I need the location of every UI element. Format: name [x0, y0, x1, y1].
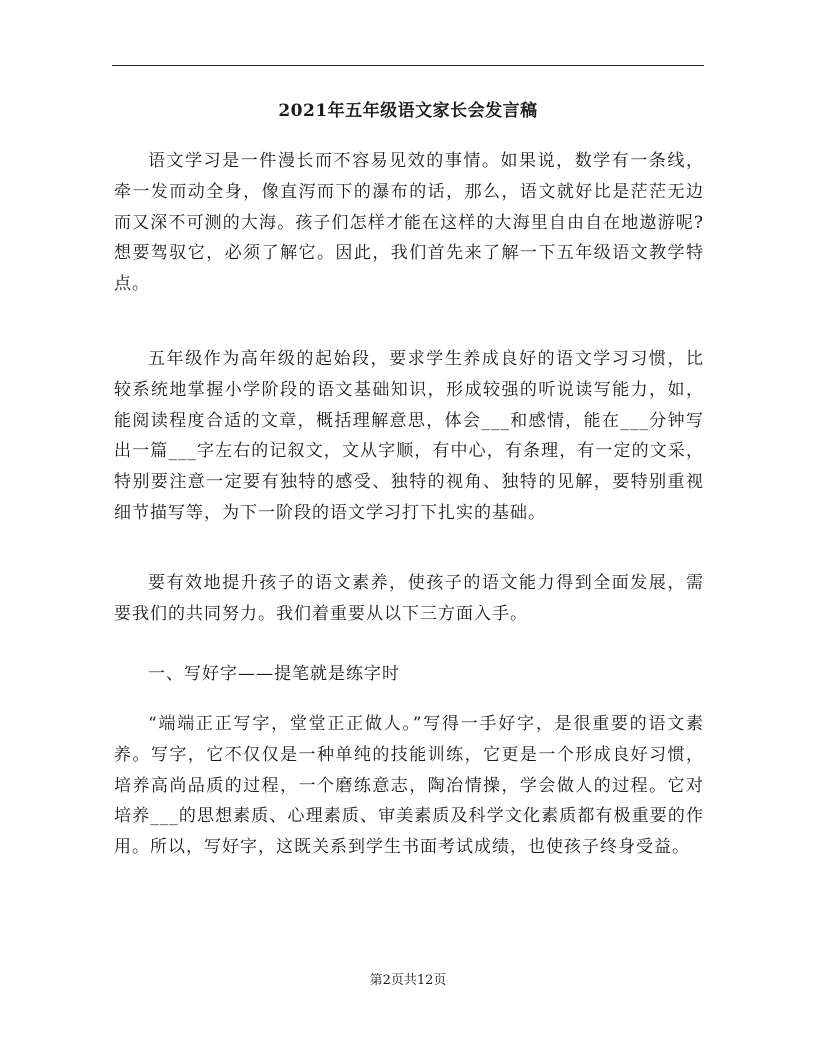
paragraph-joint-effort: 要有效地提升孩子的语文素养，使孩子的语文能力得到全面发展，需要我们的共同努力。我们着重要从以下三方面入手。	[114, 573, 704, 624]
page-number: 第2页共12页	[369, 973, 447, 988]
paragraph-handwriting: “端端正正写字，堂堂正正做人。”写得一手好字，是很重要的语文素养。写字，它不仅仅是一种单纯的技能训练，它更是一个形成良好习惯，培养高尚品质的过程，一个磨练意志，陶冶情操，学会做人的过程。它对培养___的思想素质、心理素质、审美素质及科学文化素质都有极重要的作用。所以，写好字，这既关系到学生书面考试成绩，也使孩子终身受益。	[114, 714, 704, 858]
section-heading-handwriting: 一、写好字——提笔就是练字时	[148, 664, 400, 684]
document-title: 2021年五年级语文家长会发言稿	[278, 101, 538, 121]
header-rule	[112, 65, 704, 66]
paragraph-intro: 语文学习是一件漫长而不容易见效的事情。如果说，数学有一条线，牵一发而动全身，像直泻而下的瀑布的话，那么，语文就好比是茫茫无边而又深不可测的大海。孩子们怎样才能在这样的大海里自由自在地遨游呢?想要驾驭它，必须了解它。因此，我们首先来了解一下五年级语文教学特点。	[114, 151, 704, 295]
paragraph-grade-five-goals: 五年级作为高年级的起始段，要求学生养成良好的语文学习习惯，比较系统地掌握小学阶段的语文基础知识，形成较强的听说读写能力，如，能阅读程度合适的文章，概括理解意思，体会___和感情，能在___分钟写出一篇___字左右的记叙文，文从字顺，有中心，有条理，有一定的文采，特别要注意一定要有独特的感受、独特的视角、独特的见解，要特别重视细节描写等，为下一阶段的语文学习打下扎实的基础。	[114, 349, 704, 523]
